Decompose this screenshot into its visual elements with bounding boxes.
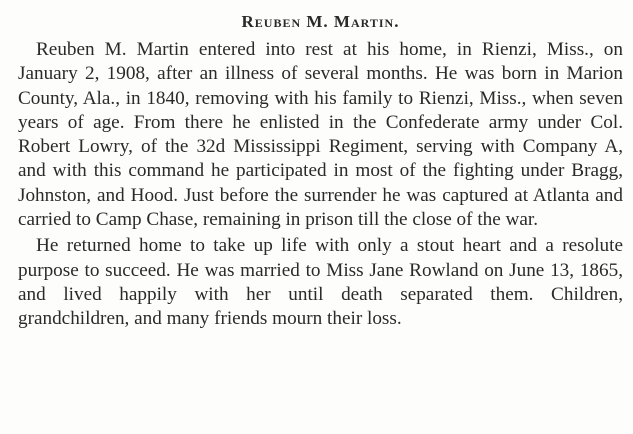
article-title: Reuben M. Martin. <box>241 12 400 31</box>
paragraph-1: Reuben M. Martin entered into rest at his home, in Rienzi, Miss., on January 2, 1908, after an illness of several months. He was born in Marion County, Ala., in 1840, removing with his family to Rienzi, Miss., when seven years of age. From there he enlisted in the Confederate army under Col. Robert Lowry, of the 32d Mississippi Regiment, serving with Company A, and with this command he participated in most of the fighting under Bragg, Johnston, and Hood. Just before the surrender he was captured at Atlanta and carried to Camp Chase, remaining in prison till the close of the war. <box>18 39 623 231</box>
obituary-article <box>18 10 623 332</box>
paragraph-2: He returned home to take up life with only a stout heart and a resolute purpose to succeed. He was married to Miss Jane Rowland on June 13, 1865, and lived happily with her until death separated them. Children, grandchildren, and many friends mourn their loss. <box>18 235 623 330</box>
